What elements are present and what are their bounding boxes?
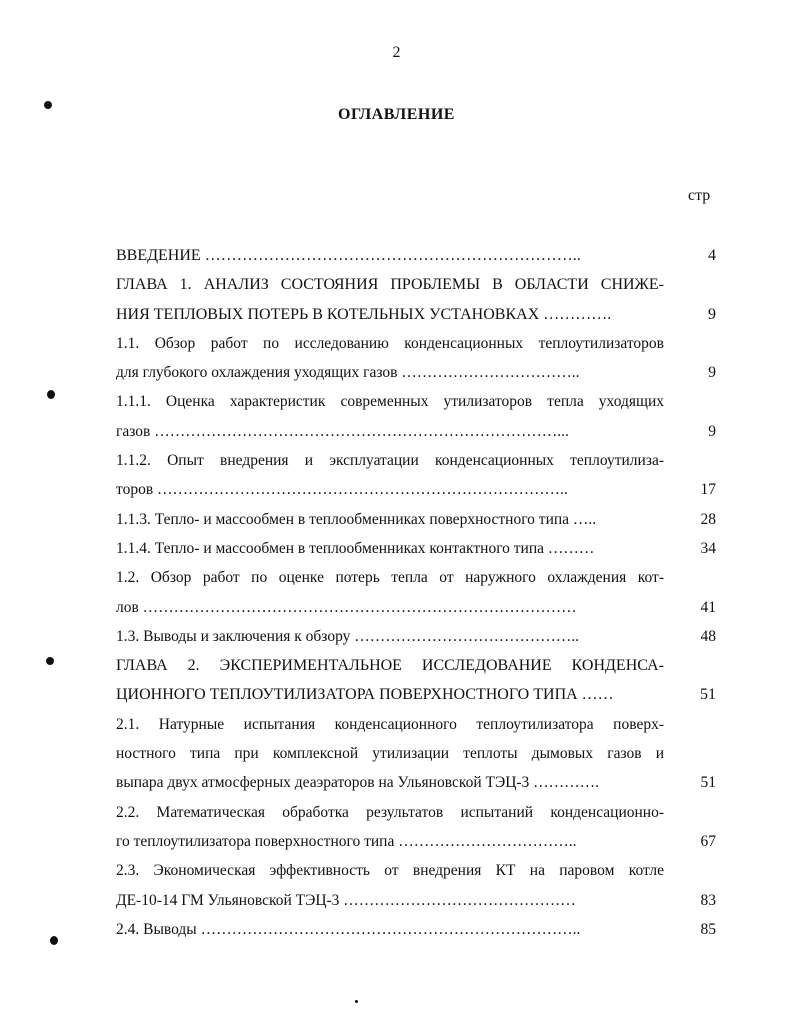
toc-entry-page: 4 [708,247,716,264]
scan-speck [355,1000,358,1003]
toc-entry [116,684,716,713]
toc-entry-text: 1.1.3. Тепло- и массообмен в теплообменниках поверхностного типа ….. [116,510,597,528]
toc-entry [116,479,716,508]
toc-entry-page: 48 [700,627,716,645]
scan-speck [44,101,52,109]
scan-speck [46,657,54,665]
toc-entry-text: го теплоутилизатора поверхностного типа …………………………….. [116,832,577,850]
toc-entry [116,274,716,303]
toc-entry-text: газов ……………………………………………………………………... [116,422,569,440]
toc-entry [116,919,716,948]
toc-entry [116,450,716,479]
toc-entry-text: ВВЕДЕНИЕ …………………………………………………………….. [116,247,581,264]
toc-entry-page: 28 [700,510,716,528]
toc-entry [116,421,716,450]
page-title: ОГЛАВЛЕНИЕ [338,106,455,123]
toc-entry [116,362,716,391]
toc-entry [116,567,716,596]
toc-entry-text: ГЛАВА 2. ЭКСПЕРИМЕНТАЛЬНОЕ ИССЛЕДОВАНИЕ КОНДЕНСА- [116,657,664,675]
toc-entry-text: 1.1.2. Опыт внедрения и эксплуатации конденсационных теплоутилиза- [116,452,664,470]
toc-entry-text: выпара двух атмосферных деаэраторов на Ульяновской ТЭЦ-3 …………. [116,774,600,792]
page-column-label: стр [688,187,711,204]
toc-entry-text: 1.1. Обзор работ по исследованию конденсационных теплоутилизаторов [116,334,664,352]
toc-entry-page: 17 [700,481,716,499]
toc-entry-page: 34 [700,539,716,557]
toc-entry-text: 2.4. Выводы ……………………………………………………………….. [116,920,581,938]
toc-entry-text: торов …………………………………………………………………….. [116,481,568,499]
toc-entry [116,743,716,772]
toc-entry-page: 51 [700,686,716,704]
toc-entry [116,538,716,567]
toc-entry-text: ДЕ-10-14 ГМ Ульяновской ТЭЦ-3 ……………………………………… [116,891,576,909]
toc-entry-page: 67 [700,832,716,850]
toc-entry [116,245,716,274]
toc-entry [116,626,716,655]
toc-entry [116,772,716,801]
toc-entry-text: ЦИОННОГО ТЕПЛОУТИЛИЗАТОРА ПОВЕРХНОСТНОГО ТИПА …… [116,686,614,704]
toc-entry-page: 85 [700,920,716,938]
toc-entry-text: 1.1.4. Тепло- и массообмен в теплообменниках контактного типа ……… [116,539,595,557]
toc-entry-page: 9 [708,364,716,382]
table-of-contents [116,245,716,948]
toc-entry [116,890,716,919]
toc-entry [116,509,716,538]
toc-entry-page: 9 [708,305,716,323]
toc-entry-text: ностного типа при комплексной утилизации теплоты дымовых газов и [116,745,664,763]
toc-entry-text: 1.2. Обзор работ по оценке потерь тепла от наружного охлаждения кот- [116,569,664,587]
toc-entry [116,304,716,333]
toc-entry-text: для глубокого охлаждения уходящих газов …………………………….. [116,364,580,382]
toc-entry-text: НИЯ ТЕПЛОВЫХ ПОТЕРЬ В КОТЕЛЬНЫХ УСТАНОВКАХ …………. [116,305,612,323]
toc-entry [116,714,716,743]
toc-entry-text: 2.3. Экономическая эффективность от внедрения КТ на паровом котле [116,862,664,880]
toc-entry-page: 83 [700,891,716,909]
toc-entry [116,391,716,420]
toc-entry [116,802,716,831]
toc-entry [116,333,716,362]
scan-speck [50,936,58,945]
toc-entry-page: 51 [700,774,716,792]
toc-entry-text: лов ………………………………………………………………………… [116,598,577,616]
toc-entry [116,655,716,684]
toc-entry [116,831,716,860]
toc-entry-text: 2.1. Натурные испытания конденсационного теплоутилизатора поверх- [116,715,664,733]
toc-entry-text: ГЛАВА 1. АНАЛИЗ СОСТОЯНИЯ ПРОБЛЕМЫ В ОБЛАСТИ СНИЖЕ- [116,276,664,294]
page-number: 2 [392,44,401,61]
toc-entry-text: 1.1.1. Оценка характеристик современных утилизаторов тепла уходящих [116,393,664,411]
toc-entry [116,860,716,889]
toc-entry-page: 41 [700,598,716,616]
toc-entry-text: 1.3. Выводы и заключения к обзору …………………………………….. [116,627,580,645]
scan-speck [47,390,55,399]
toc-entry [116,597,716,626]
toc-entry-text: 2.2. Математическая обработка результатов испытаний конденсационно- [116,803,664,821]
toc-entry-page: 9 [708,422,716,440]
